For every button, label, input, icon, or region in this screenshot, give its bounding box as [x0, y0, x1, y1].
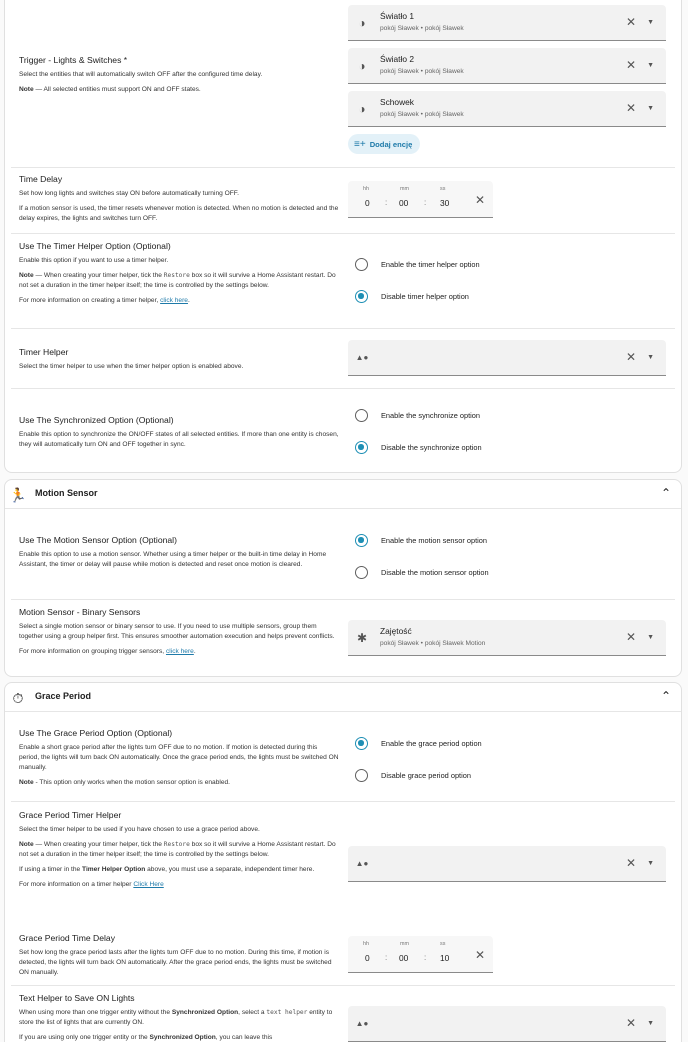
seconds-input[interactable]: 30	[440, 198, 450, 208]
timer-helper-picker[interactable]	[348, 340, 666, 376]
grace-delay-title: Grace Period Time Delay	[19, 933, 115, 943]
radio-label: Disable the synchronize option	[381, 443, 482, 452]
lights-description	[19, 55, 339, 100]
chevron-up-icon[interactable]: ⌃	[660, 689, 672, 703]
time-delay-title: Time Delay	[19, 174, 63, 184]
radio-disable-synchronize[interactable]	[355, 441, 482, 454]
radio-checked-icon[interactable]	[355, 534, 368, 547]
hours-input[interactable]: 0	[365, 953, 370, 963]
grace-period-title: Grace Period	[35, 691, 92, 701]
minutes-label: mm	[400, 941, 409, 947]
dropdown-icon[interactable]: ▼	[647, 860, 654, 867]
time-delay-duration-input[interactable]	[348, 181, 493, 218]
clear-icon[interactable]: ✕	[474, 193, 485, 207]
divider	[11, 233, 675, 234]
separator: :	[424, 953, 427, 962]
grace-helper-description	[19, 810, 339, 895]
timer-helper-description	[19, 347, 339, 377]
clear-icon[interactable]: ✕	[625, 630, 636, 644]
entity-name: Schowek	[380, 97, 414, 107]
timer-helper-info-link[interactable]: click here	[160, 297, 188, 304]
grace-helper-extra: If using a timer in the Timer Helper Option above, you must use a separate, independent timer here.	[19, 866, 315, 873]
time-delay-description	[19, 174, 339, 229]
separator: :	[385, 198, 388, 207]
dropdown-icon[interactable]: ▼	[647, 1020, 654, 1027]
binary-sensor-more: For more information on grouping trigger sensors, click here.	[19, 648, 196, 655]
minutes-input[interactable]: 00	[399, 953, 409, 963]
grace-period-card	[4, 682, 682, 1042]
clear-icon[interactable]: ✕	[474, 948, 485, 962]
add-entity-label: Dodaj encję	[369, 139, 413, 149]
entity-area: pokój Sławek • pokój Sławek	[380, 111, 464, 118]
shapes-icon: ▲●	[355, 859, 369, 868]
motion-sensor-icon: ✱	[356, 631, 368, 645]
hours-label: hh	[363, 186, 369, 192]
radio-disable-grace-period[interactable]	[355, 769, 471, 782]
motion-option-desc: Enable this option to use a motion sensor. Whether using a timer helper or the built-in time delay in Home Assistant, the timer or delay will pause while motion is detected and reset once motion is cleared.	[19, 551, 327, 568]
minutes-input[interactable]: 00	[399, 198, 409, 208]
seconds-label: ss	[440, 941, 446, 947]
timer-option-more: For more information on creating a timer helper, click here.	[19, 297, 190, 304]
clear-icon[interactable]: ✕	[625, 856, 636, 870]
dropdown-icon[interactable]: ▼	[647, 634, 654, 641]
divider	[11, 388, 675, 389]
radio-checked-icon[interactable]	[355, 737, 368, 750]
time-delay-desc-1: Set how long lights and switches stay ON before automatically turning OFF.	[19, 190, 239, 197]
radio-checked-icon[interactable]	[355, 441, 368, 454]
playlist-plus-icon: ≡+	[354, 138, 366, 150]
grace-timer-helper-picker[interactable]	[348, 846, 666, 882]
motion-sensor-icon: 🏃	[9, 487, 27, 503]
entity-name: Światło 2	[380, 54, 414, 64]
binary-sensor-desc: Select a single motion sensor or binary sensor to use. If you need to use multiple sensors, group them together using a group helper first. This ensures smoother automation execution and helps prevent conflicts.	[19, 623, 335, 640]
text-helper-description	[19, 993, 339, 1042]
divider	[5, 711, 681, 712]
divider	[11, 801, 675, 802]
binary-sensor-title: Motion Sensor - Binary Sensors	[19, 607, 141, 617]
binary-sensor-description	[19, 607, 339, 662]
clear-icon[interactable]: ✕	[625, 1016, 636, 1030]
text-helper-more: If you are using only one trigger entity or the Synchronized Option, you can leave this	[19, 1034, 273, 1041]
dropdown-icon[interactable]: ▼	[647, 19, 654, 26]
clear-icon[interactable]: ✕	[625, 101, 636, 115]
entity-area: pokój Sławek • pokój Sławek	[380, 68, 464, 75]
divider	[11, 985, 675, 986]
radio-unchecked-icon[interactable]	[355, 409, 368, 422]
text-helper-title: Text Helper to Save ON Lights	[19, 993, 135, 1003]
motion-sensor-picker[interactable]	[348, 620, 666, 656]
hours-input[interactable]: 0	[365, 198, 370, 208]
lamp-off-icon: ◑	[358, 16, 366, 30]
motion-sensor-card	[4, 479, 682, 677]
entity-picker-schowek[interactable]	[348, 91, 666, 127]
separator: :	[424, 198, 427, 207]
entity-name: Zajętość	[380, 626, 412, 636]
entity-area: pokój Sławek • pokój Sławek Motion	[380, 640, 486, 647]
hours-label: hh	[363, 941, 369, 947]
clear-icon[interactable]: ✕	[625, 350, 636, 364]
radio-label: Enable the grace period option	[381, 739, 482, 748]
chevron-up-icon[interactable]: ⌃	[660, 486, 672, 500]
grace-option-desc: Enable a short grace period after the lights turn OFF due to no motion. If motion is detected during this period, the lights will turn back ON automatically. Once the grace period ends, the lights must be switched ON manually.	[19, 744, 339, 771]
sync-option-title: Use The Synchronized Option (Optional)	[19, 415, 174, 425]
sync-option-desc: Enable this option to synchronize the ON/OFF states of all selected entities. If more than one entity is chosen, they will automatically turn ON and OFF together in sync.	[19, 431, 339, 448]
seconds-label: ss	[440, 186, 446, 192]
motion-sensor-header[interactable]	[5, 480, 681, 508]
divider	[11, 599, 675, 600]
lights-desc: Select the entities that will automatically switch OFF after the configured time delay.	[19, 71, 263, 78]
radio-label: Disable timer helper option	[381, 292, 469, 301]
lights-note: Note — All selected entities must support ON and OFF states.	[19, 86, 201, 93]
grouping-info-link[interactable]: click here	[165, 648, 194, 655]
grace-delay-description	[19, 933, 339, 983]
clear-icon[interactable]: ✕	[625, 58, 636, 72]
lights-title: Trigger - Lights & Switches *	[19, 55, 128, 65]
radio-enable-motion-sensor[interactable]	[355, 534, 487, 547]
seconds-input[interactable]: 10	[440, 953, 450, 963]
divider	[5, 508, 681, 509]
add-entity-button[interactable]	[348, 134, 420, 154]
radio-enable-synchronize[interactable]	[355, 409, 480, 422]
divider	[11, 328, 675, 329]
radio-label: Disable grace period option	[381, 771, 471, 780]
grace-option-description	[19, 728, 339, 793]
entity-picker-swiatlo-2[interactable]	[348, 48, 666, 84]
timer-option-desc: Enable this option if you want to use a timer helper.	[19, 257, 169, 264]
entity-area: pokój Sławek • pokój Sławek	[380, 25, 464, 32]
radio-disable-motion-sensor[interactable]	[355, 566, 489, 579]
motion-option-title: Use The Motion Sensor Option (Optional)	[19, 535, 177, 545]
grace-helper-more: For more information on a timer helper Click Here	[19, 881, 164, 888]
timer-option-note: Note — When creating your timer helper, tick the Restore box so it will survive a Home Assistant restart. Do not set a duration in the timer helper itself; the time is controlled by the settings below.	[19, 272, 336, 289]
grace-delay-desc: Set how long the grace period lasts after the lights turn OFF due to no motion. During this time, if motion is detected, the lights will turn back ON automatically. After the grace period ends, the lights must be switched ON manually.	[19, 949, 332, 976]
radio-unchecked-icon[interactable]	[355, 566, 368, 579]
entity-name: Światło 1	[380, 11, 414, 21]
entity-picker-swiatlo-1[interactable]	[348, 5, 666, 41]
radio-checked-icon[interactable]	[355, 290, 368, 303]
dropdown-icon[interactable]: ▼	[647, 354, 654, 361]
grace-helper-note: Note — When creating your timer helper, tick the Restore box so it will survive a Home Assistant restart. Do not set a duration in the timer helper itself; the time is controlled by the settings below.	[19, 841, 336, 858]
timer-outline-icon: ⏱	[12, 690, 24, 706]
grace-helper-desc: Select the timer helper to be used if you have chosen to use a grace period above.	[19, 826, 260, 833]
dropdown-icon[interactable]: ▼	[647, 105, 654, 112]
timer-helper-desc: Select the timer helper to use when the timer helper option is enabled above.	[19, 363, 244, 370]
radio-enable-grace-period[interactable]	[355, 737, 482, 750]
grace-option-title: Use The Grace Period Option (Optional)	[19, 728, 173, 738]
radio-unchecked-icon[interactable]	[355, 258, 368, 271]
timer-helper-info-link[interactable]: Click Here	[133, 881, 164, 888]
grace-delay-duration-input[interactable]	[348, 936, 493, 973]
lamp-off-icon: ◑	[358, 59, 366, 73]
motion-sensor-title: Motion Sensor	[35, 488, 98, 498]
radio-disable-timer-helper[interactable]	[355, 290, 469, 303]
text-helper-picker[interactable]	[348, 1006, 666, 1042]
timer-option-title: Use The Timer Helper Option (Optional)	[19, 241, 171, 251]
time-delay-desc-2: If a motion sensor is used, the timer resets whenever motion is detected. When no motion is detected and the delay expires, the lights and switches turn OFF.	[19, 205, 339, 222]
motion-option-description	[19, 535, 339, 575]
radio-label: Enable the timer helper option	[381, 260, 480, 269]
lights-settings-card	[4, 0, 682, 473]
sync-option-description	[19, 415, 339, 455]
clear-icon[interactable]: ✕	[625, 15, 636, 29]
radio-unchecked-icon[interactable]	[355, 769, 368, 782]
grace-helper-title: Grace Period Timer Helper	[19, 810, 122, 820]
separator: :	[385, 953, 388, 962]
radio-enable-timer-helper[interactable]	[355, 258, 480, 271]
timer-helper-title: Timer Helper	[19, 347, 69, 357]
grace-option-note: Note - This option only works when the motion sensor option is enabled.	[19, 779, 230, 786]
text-helper-desc: When using more than one trigger entity without the Synchronized Option, select a text helper entity to store the list of lights that are currently ON.	[19, 1009, 333, 1026]
shapes-icon: ▲●	[355, 353, 369, 362]
radio-label: Enable the motion sensor option	[381, 536, 488, 545]
timer-option-description	[19, 241, 339, 311]
minutes-label: mm	[400, 186, 409, 192]
radio-label: Disable the motion sensor option	[381, 568, 489, 577]
shapes-icon: ▲●	[355, 1019, 369, 1028]
grace-period-header[interactable]	[5, 683, 681, 711]
divider	[11, 167, 675, 168]
dropdown-icon[interactable]: ▼	[647, 62, 654, 69]
lamp-off-icon: ◑	[358, 102, 366, 116]
radio-label: Enable the synchronize option	[381, 411, 481, 420]
